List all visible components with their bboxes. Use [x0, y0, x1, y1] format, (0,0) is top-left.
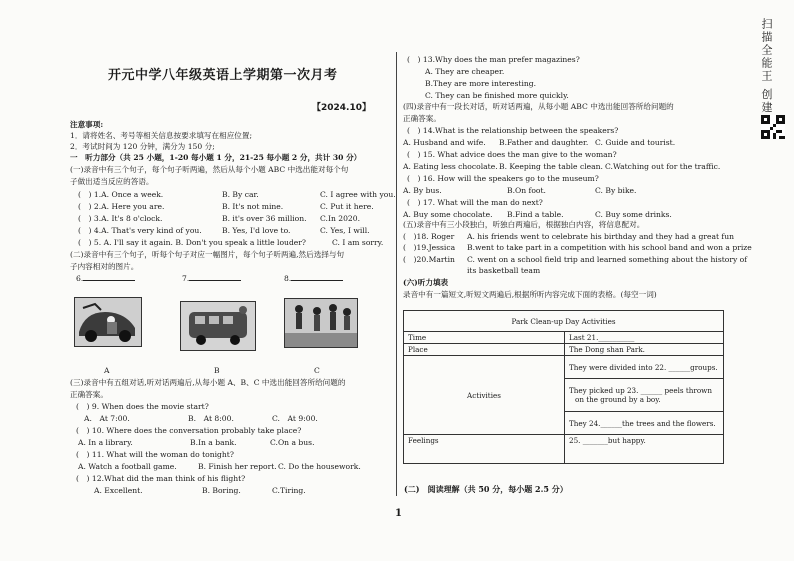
question-3: ( ) 3.A. It's 8 o'clock.	[78, 214, 163, 223]
activities-label: Activities	[404, 356, 565, 435]
notes-heading: 注意事项:	[70, 120, 104, 129]
feelings-value: 25. _______but happy.	[565, 435, 724, 464]
option-17c: C. Buy some drinks.	[595, 210, 672, 219]
activity-23	[565, 379, 724, 412]
table-heading: Park Clean-up Day Activities	[404, 311, 724, 332]
sec3-instructions: (三)录音中有五组对话,听对话两遍后,从每小题 A、B、C 中选出能回答所给问题的	[70, 378, 346, 387]
option-9b: B. At 8:00.	[188, 414, 234, 423]
option-12b: B. Boring.	[202, 486, 241, 495]
option-2c: C. Put it here.	[320, 202, 374, 211]
blank-8-label: 8.	[284, 274, 292, 283]
time-label: Time	[404, 332, 565, 344]
question-5: ( ) 5. A. I'll say it again. B. Don't you speak a little louder?	[78, 238, 307, 247]
option-4b: B. Yes, I'd love to.	[222, 226, 291, 235]
picture-c	[284, 298, 358, 348]
exam-date: 【2024.10】	[312, 103, 371, 113]
question-17: ( ) 17. What will the man do next?	[407, 198, 543, 207]
option-17b: B.Find a table.	[507, 210, 564, 219]
option-9a: A. At 7:00.	[84, 414, 130, 423]
scanner-watermark: 扫描全能王 创建	[760, 18, 773, 115]
option-16b: B.On foot.	[507, 186, 546, 195]
sec3-instructions-2: 正确答案。	[70, 390, 108, 399]
qr-code-icon	[761, 115, 785, 139]
option-17a: A. Buy some chocolate.	[403, 210, 493, 219]
column-divider	[396, 52, 397, 496]
picture-a	[74, 297, 142, 347]
picture-c-label: C	[314, 366, 320, 375]
page-number: 1	[395, 508, 402, 519]
question-11: ( ) 11. What will the woman do tonight?	[76, 450, 234, 459]
activity-22: They were divided into 22. ______groups.	[565, 356, 724, 379]
blank-6-label: 6.	[76, 274, 84, 283]
part1-heading: 一 听力部分（共 25 小题，1-20 每小题 1 分，21-25 每小题 2 分，共计 30 分）	[70, 153, 362, 162]
option-16a: A. By bus.	[403, 186, 442, 195]
option-12a: A. Excellent.	[94, 486, 143, 495]
sec4-instructions-2: 正确答案。	[403, 114, 441, 123]
picture-b-label: B	[214, 366, 220, 375]
sec4-instructions: (四)录音中有一段长对话，听对话两遍，从每小题 ABC 中选出能回答所给问题的	[403, 102, 674, 111]
question-19: ( )19.Jessica	[403, 243, 456, 252]
children-playing-illustration	[285, 299, 357, 347]
sec1-instructions-2: 子做出适当反应的答语。	[70, 177, 154, 186]
question-4: ( ) 4.A. That's very kind of you.	[78, 226, 202, 235]
option-11c: C. Do the housework.	[278, 462, 361, 471]
option-16c: C. By bike.	[595, 186, 637, 195]
option-11b: B. Finish her report.	[198, 462, 277, 471]
activity-23-line2: on the ground by a boy.	[575, 395, 661, 404]
option-10b: B.In a bank.	[190, 438, 237, 447]
activity-24: They 24.______the trees and the flowers.	[565, 412, 724, 435]
option-10c: C.On a bus.	[270, 438, 315, 447]
picture-b	[180, 301, 256, 351]
option-15a: A. Eating less chocolate.	[403, 162, 498, 171]
sec5-instructions: (五)录音中有三小段独白，听独白两遍后，根据独白内容，将信息配对。	[403, 220, 645, 229]
option-13c: C. They can be finished more quickly.	[425, 91, 569, 100]
question-13: ( ) 13.Why does the man prefer magazines?	[407, 55, 580, 64]
bus-illustration	[181, 302, 255, 350]
exam-title: 开元中学八年级英语上学期第一次月考	[108, 68, 338, 83]
option-14b: B.Father and daughter.	[499, 138, 589, 147]
option-3c: C.In 2020.	[320, 214, 360, 223]
sec1-instructions: (一)录音中有三个句子，每个句子听两遍，然后从每个小题 ABC 中选出能对每个句	[70, 165, 349, 174]
blank-6	[76, 274, 135, 284]
option-10a: A. In a library.	[78, 438, 133, 447]
option-11a: A. Watch a football game.	[78, 462, 177, 471]
option-15b: B. Keeping the table clean.	[499, 162, 603, 171]
sec2-instructions: (二)录音中有三个句子，听每个句子对应一幅图片，每个句子听两遍,然后选择与句	[70, 250, 345, 259]
question-12: ( ) 12.What did the man think of his flight?	[76, 474, 246, 483]
question-20: ( )20.Martin	[403, 255, 455, 264]
sec6-instructions: 录音中有一篇短文,听短文两遍后,根据所听内容完成下面的表格。(每空一词)	[403, 290, 657, 299]
sec2-instructions-2: 子内容相对的图片。	[70, 262, 139, 271]
note-2: 2．考试时间为 120 分钟，满分为 150 分;	[70, 142, 215, 151]
question-18: ( )18. Roger	[403, 232, 455, 241]
match-c-cont: its basketball team	[467, 266, 541, 275]
place-value: The Dong shan Park.	[565, 344, 724, 356]
picture-a-label: A	[104, 366, 110, 375]
match-b: B.went to take part in a competition with his school band and won a prize	[467, 243, 752, 252]
blank-7	[182, 274, 241, 284]
blank-8	[284, 274, 343, 284]
question-16: ( ) 16. How will the speakers go to the museum?	[407, 174, 599, 183]
park-cleanup-table	[403, 310, 724, 464]
question-15: ( ) 15. What advice does the man give to the woman?	[407, 150, 617, 159]
option-3b: B. it's over 36 million.	[222, 214, 307, 223]
option-9c: C. At 9:00.	[272, 414, 318, 423]
option-14c: C. Guide and tourist.	[595, 138, 676, 147]
question-14: ( ) 14.What is the relationship between the speakers?	[407, 126, 619, 135]
note-1: 1．请将姓名、考号等相关信息按要求填写在相应位置;	[70, 131, 253, 140]
match-c: C. went on a school field trip and learned something about the history of	[467, 255, 748, 264]
option-13b: B.They are more interesting.	[425, 79, 537, 88]
place-label: Place	[404, 344, 565, 356]
question-2: ( ) 2.A. Here you are.	[78, 202, 165, 211]
option-12c: C.Tiring.	[272, 486, 306, 495]
match-a: A. his friends went to celebrate his birthday and they had a great fun	[467, 232, 735, 241]
option-14a: A. Husband and wife.	[403, 138, 486, 147]
question-9: ( ) 9. When does the movie start?	[76, 402, 209, 411]
activity-23-line1: They picked up 23. ______ peels thrown	[569, 386, 712, 395]
car-repair-illustration	[75, 298, 141, 346]
option-1b: B. By car.	[222, 190, 259, 199]
option-1c: C. I agree with you.	[320, 190, 396, 199]
question-1: ( ) 1.A. Once a week.	[78, 190, 164, 199]
sec6-heading: (六)听力填表	[403, 278, 449, 287]
option-2b: B. It's not mine.	[222, 202, 284, 211]
feelings-label: Feelings	[404, 435, 565, 464]
option-13a: A. They are cheaper.	[425, 67, 505, 76]
option-15c: C.Watching out for the traffic.	[605, 162, 721, 171]
question-10: ( ) 10. Where does the conversation probably take place?	[76, 426, 302, 435]
blank-7-label: 7.	[182, 274, 190, 283]
time-value: Last 21.__________	[565, 332, 724, 344]
option-5c: C. I am sorry.	[332, 238, 384, 247]
part2-heading: (二) 阅读理解（共 50 分，每小题 2.5 分）	[404, 484, 568, 494]
option-4c: C. Yes, I will.	[320, 226, 370, 235]
